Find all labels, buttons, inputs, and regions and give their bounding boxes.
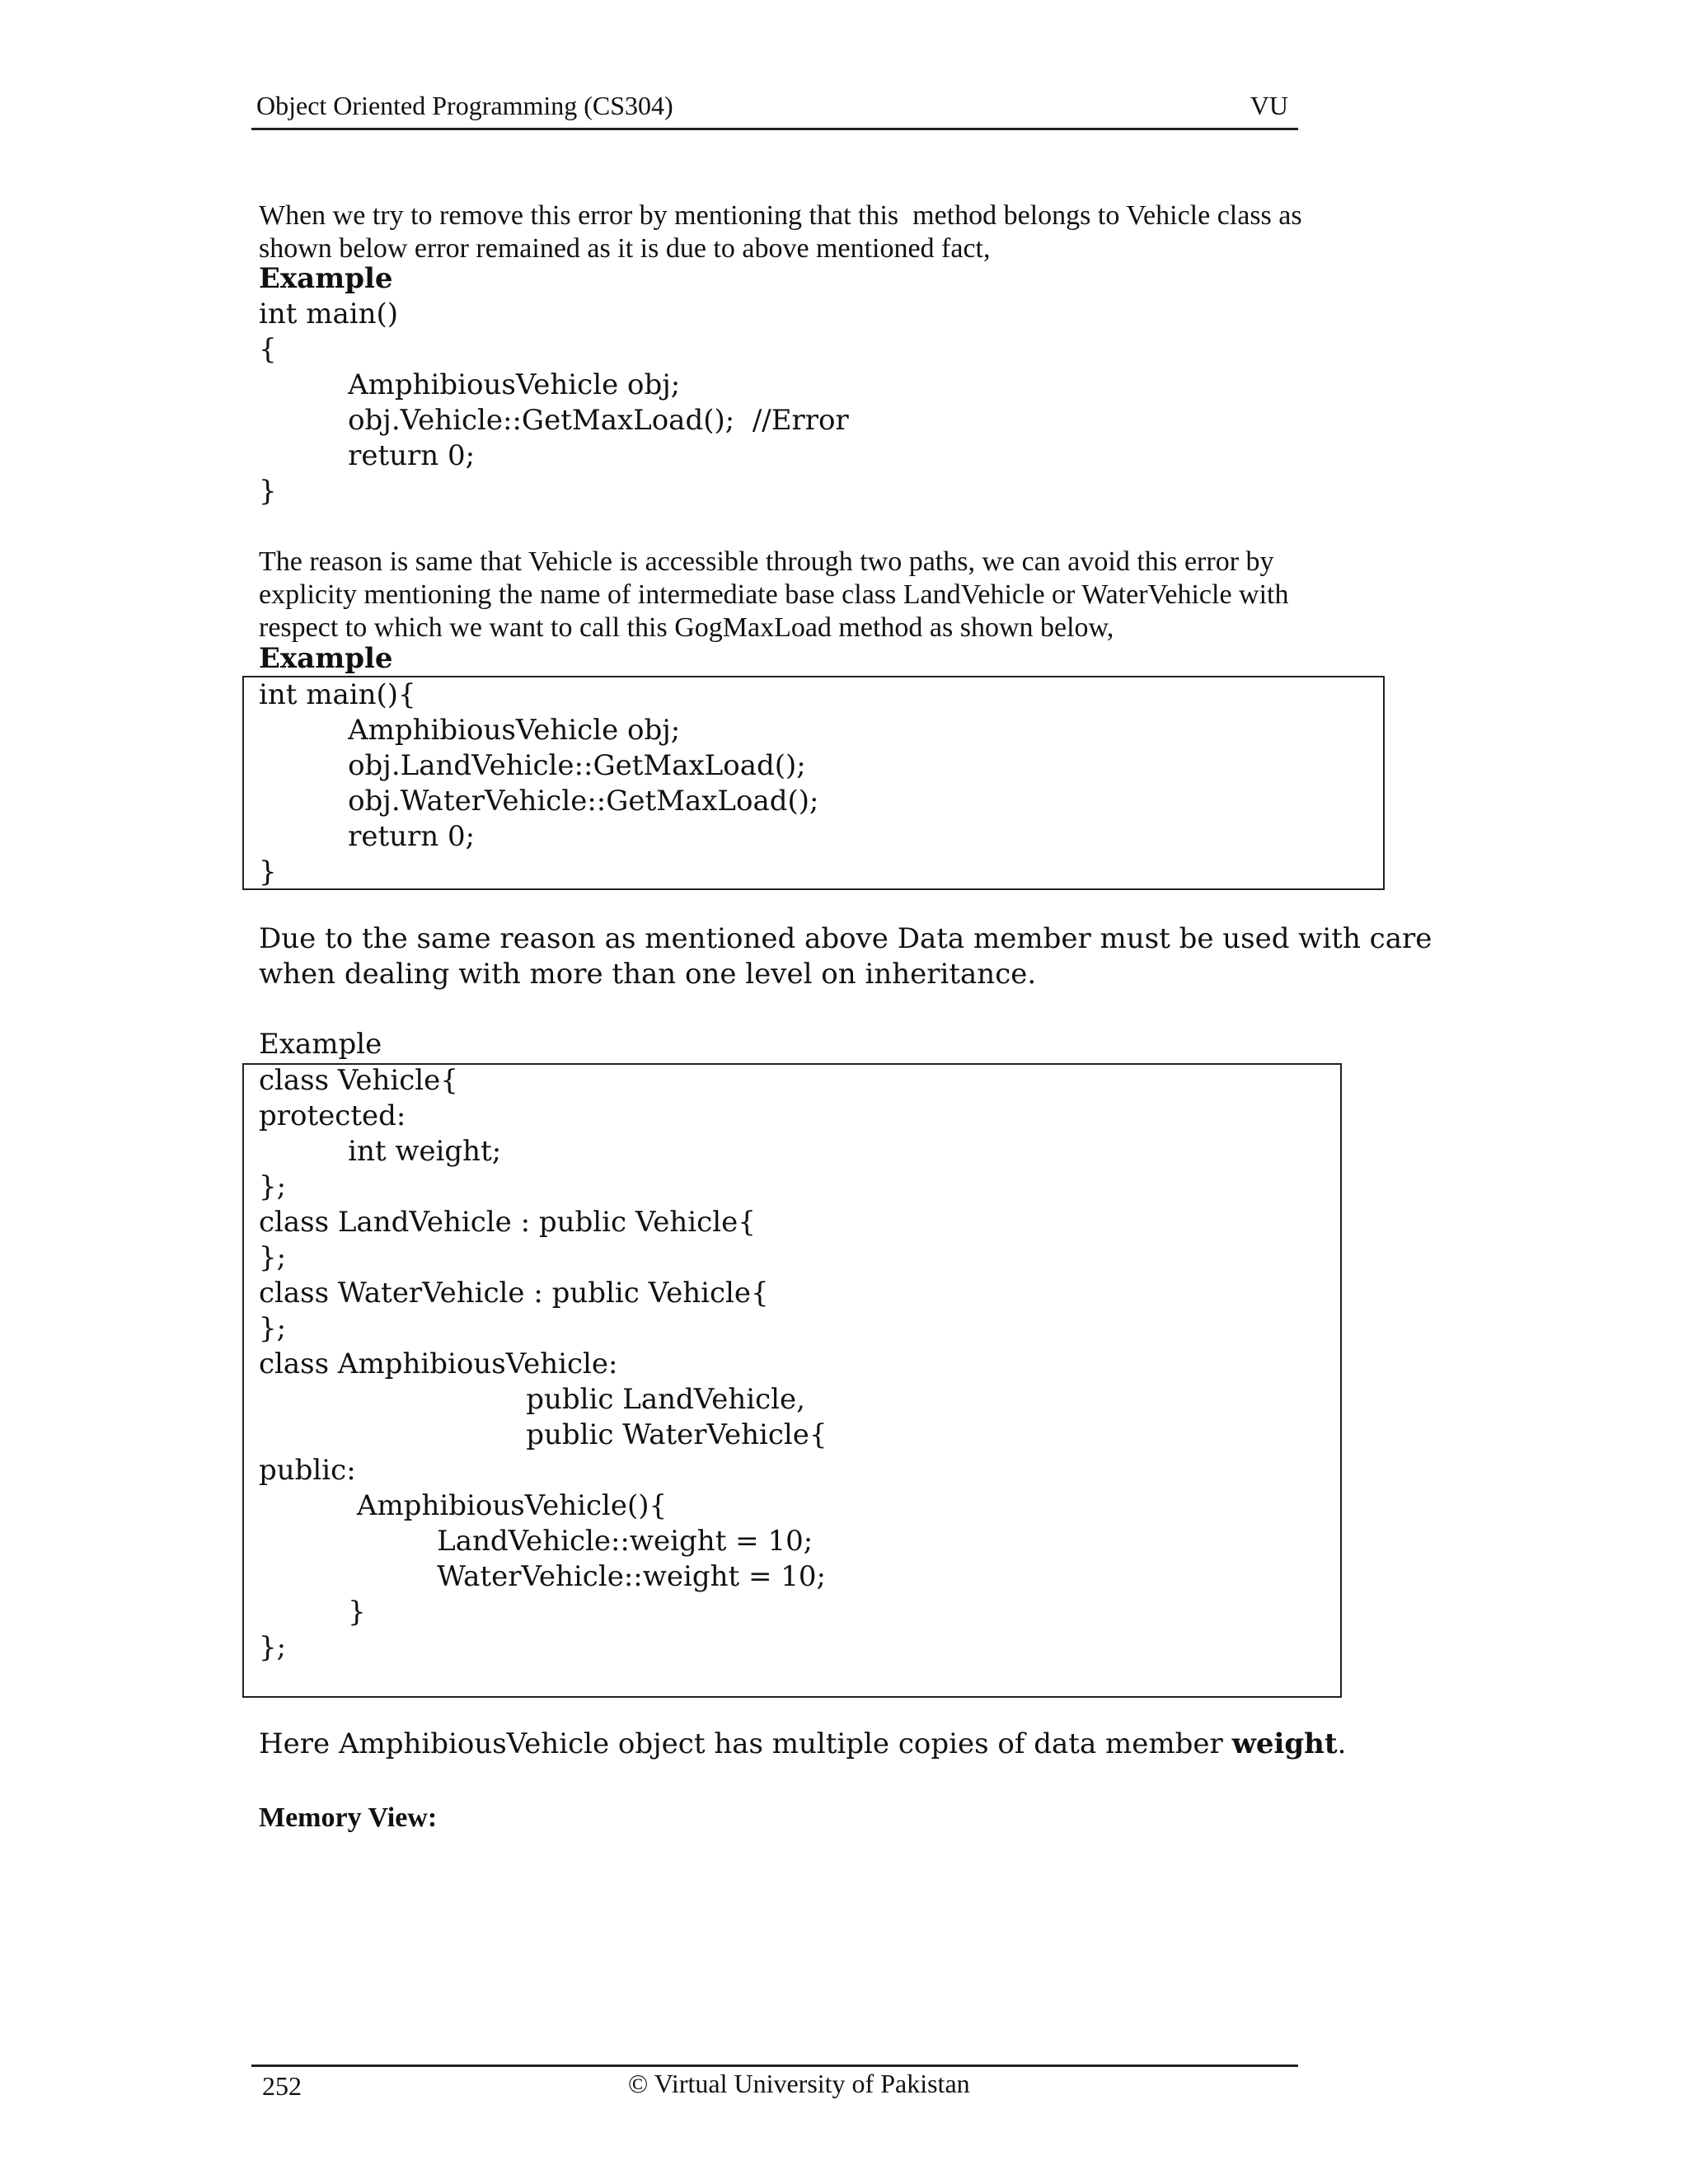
course-title: Object Oriented Programming (CS304) bbox=[256, 91, 673, 120]
code-line: }; bbox=[259, 1241, 287, 1274]
code-line: int main() bbox=[259, 298, 399, 330]
code-line: obj.WaterVehicle::GetMaxLoad(); bbox=[259, 785, 819, 818]
code-line: return 0; bbox=[259, 439, 476, 472]
text-after: . bbox=[1337, 1727, 1347, 1760]
page-number: 252 bbox=[262, 2071, 302, 2101]
text-line: when dealing with more than one level on inheritance. bbox=[259, 958, 1037, 991]
example-2-code bbox=[259, 677, 819, 890]
paragraph-reason bbox=[259, 546, 1288, 644]
text-line: When we try to remove this error by mentioning that this method belongs to Vehicle class as bbox=[259, 200, 1302, 231]
example-2-heading: Example bbox=[259, 642, 393, 675]
heading-text: Memory View: bbox=[259, 1802, 438, 1833]
code-line: obj.LandVehicle::GetMaxLoad(); bbox=[259, 749, 806, 782]
text-before: Here AmphibiousVehicle object has multiple copies of data member bbox=[259, 1727, 1232, 1760]
code-line: LandVehicle::weight = 10; bbox=[259, 1525, 814, 1558]
page-header bbox=[251, 91, 1298, 130]
example-3-code bbox=[259, 1063, 828, 1666]
code-line: }; bbox=[259, 1312, 287, 1345]
text-line: explicity mentioning the name of intermediate base class LandVehicle or WaterVehicle with bbox=[259, 579, 1289, 610]
code-line: AmphibiousVehicle obj; bbox=[259, 714, 681, 747]
text-line: shown below error remained as it is due to above mentioned fact, bbox=[259, 233, 991, 264]
code-line: WaterVehicle::weight = 10; bbox=[259, 1560, 826, 1593]
code-line: } bbox=[259, 1596, 366, 1629]
example-1 bbox=[259, 261, 849, 509]
institution-short: VU bbox=[1250, 91, 1288, 120]
bold-term: weight bbox=[1231, 1727, 1338, 1760]
code-line: int weight; bbox=[259, 1135, 502, 1168]
paragraph-multiple-copies bbox=[259, 1727, 1346, 1762]
memory-view-heading bbox=[259, 1802, 437, 1835]
code-line: { bbox=[259, 333, 277, 366]
code-line: AmphibiousVehicle obj; bbox=[259, 368, 681, 401]
footer-rule bbox=[251, 2064, 1298, 2067]
paragraph-data-member bbox=[259, 921, 1432, 992]
code-line: }; bbox=[259, 1631, 287, 1664]
code-line: public LandVehicle, bbox=[259, 1383, 805, 1416]
example-3-heading: Example bbox=[259, 1028, 382, 1061]
code-line: int main(){ bbox=[259, 678, 416, 711]
code-line: public: bbox=[259, 1454, 356, 1487]
text-line: The reason is same that Vehicle is accessible through two paths, we can avoid this error by bbox=[259, 546, 1274, 577]
code-line: class WaterVehicle : public Vehicle{ bbox=[259, 1277, 769, 1310]
code-line: return 0; bbox=[259, 820, 476, 853]
code-line: }; bbox=[259, 1170, 287, 1203]
code-line: protected: bbox=[259, 1099, 406, 1132]
code-line: } bbox=[259, 475, 277, 508]
paragraph-intro bbox=[259, 199, 1302, 265]
text-line: Due to the same reason as mentioned above Data member must be used with care bbox=[259, 922, 1432, 955]
code-line: public WaterVehicle{ bbox=[259, 1418, 828, 1451]
example-heading: Example bbox=[259, 262, 393, 295]
code-line: class AmphibiousVehicle: bbox=[259, 1347, 618, 1380]
code-line: class LandVehicle : public Vehicle{ bbox=[259, 1206, 756, 1239]
code-line: obj.Vehicle::GetMaxLoad(); //Error bbox=[259, 404, 849, 437]
code-line: class Vehicle{ bbox=[259, 1064, 458, 1097]
text-line: respect to which we want to call this GogMaxLoad method as shown below, bbox=[259, 612, 1114, 643]
code-line: } bbox=[259, 855, 277, 888]
code-line: AmphibiousVehicle(){ bbox=[259, 1489, 668, 1522]
copyright-notice: © Virtual University of Pakistan bbox=[628, 2069, 970, 2098]
